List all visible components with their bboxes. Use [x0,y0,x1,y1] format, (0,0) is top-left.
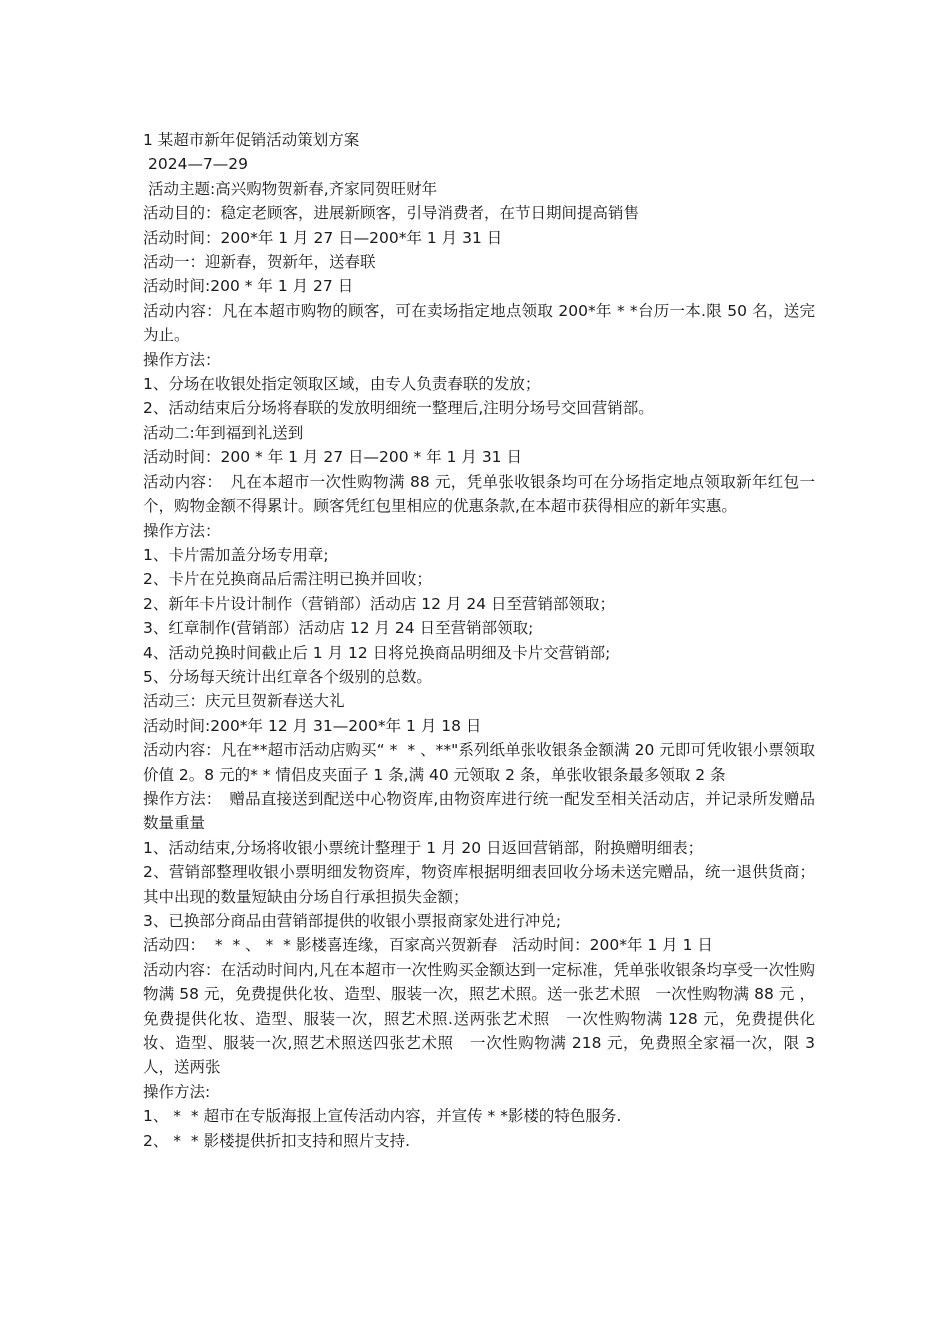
activity-theme: 活动主题:高兴购物贺新春,齐家同贺旺财年 [148,179,438,198]
activity-3-method: 操作方法： 赠品直接送到配送中心物资库,由物资库进行统一配发至相关活动店，并记录所发赠品数量重量 [143,789,815,833]
activity-2-method-item: 2、卡片在兑换商品后需注明已换并回收； [143,570,432,589]
activity-3-time: 活动时间:200*年 12 月 31—200*年 1 月 18 日 [143,716,482,735]
activity-2-content: 活动内容： 凡在本超市一次性购物满 88 元，凭单张收银条均可在分场指定地点领取新年红包一个，购物金额不得累计。顾客凭红包里相应的优惠条款,在本超市获得相应的新年实惠。 [143,472,815,516]
activity-2-method-item: 2、新年卡片设计制作（营销部）活动店 12 月 24 日至营销部领取； [143,594,616,613]
activity-2-method-item: 5、分场每天统计出红章各个级别的总数。 [143,667,432,686]
activity-1-content: 活动内容：凡在本超市购物的顾客，可在卖场指定地点领取 200*年 * *台历一本.限 50 名，送完为止。 [143,301,815,345]
activity-period: 活动时间：200*年 1 月 27 日—200*年 1 月 31 日 [143,228,503,247]
activity-3-content: 活动内容：凡在**超市活动店购买“ * * 、**"系列纸单张收银条金额满 20 元即可凭收银小票领取价值 2。8 元的* * 情侣皮夹面子 1 条,满 40 元领取 2 条，单张收银条最多领取 2 条 [143,741,815,784]
activity-1-method-item: 1、分场在收银处指定领取区域，由专人负责春联的发放； [143,375,541,394]
activity-4-method-heading: 操作方法: [143,1082,211,1101]
document-body [143,128,820,1153]
activity-2-method-item: 1、卡片需加盖分场专用章; [143,545,329,564]
activity-1-method-heading: 操作方法： [143,350,221,369]
activity-1-heading: 活动一：迎新春，贺新年，送春联 [143,253,376,272]
activity-4-content: 活动内容：在活动时间内,凡在本超市一次性购买金额达到一定标准，凭单张收银条均享受一次性购物满 58 元，免费提供化妆、造型、服装一次，照艺术照。送一张艺术照 一次性购物满 88 元 ，免费提供化妆、造型、服装一次，照艺术照.送两张艺术照 一次性购物满 128 元，免费提供化妆、造型、服装一次,照艺术照送四张艺术照 一次性购物满 218 元，免费照全家福一次，限 3 人，送两张 [143,960,820,1077]
document-date: 2024—7—29 [148,155,249,174]
activity-3-heading: 活动三：庆元旦贺新春送大礼 [143,692,345,711]
activity-2-method-item: 3、红章制作(营销部）活动店 12 月 24 日至营销部领取; [143,619,534,638]
activity-2-time: 活动时间：200 * 年 1 月 27 日—200 * 年 1 月 31 日 [143,448,522,467]
activity-purpose: 活动目的：稳定老顾客，进展新顾客，引导消费者，在节日期间提高销售 [143,204,640,223]
activity-2-heading: 活动二:年到福到礼送到 [143,423,304,442]
activity-3-method-item: 3、已换部分商品由营销部提供的收银小票报商家处进行冲兑; [143,912,562,930]
document-title: 1 某超市新年促销活动策划方案 [143,131,360,149]
activity-3-method-item: 1、活动结束,分场将收银小票统计整理于 1 月 20 日返回营销部，附换赠明细表； [143,838,704,857]
activity-1-time: 活动时间:200 * 年 1 月 27 日 [143,277,354,296]
activity-4-method-item: 2、 * * 影楼提供折扣支持和照片支持. [143,1131,410,1150]
activity-2-method-item: 4、活动兑换时间截止后 1 月 12 日将兑换商品明细及卡片交营销部; [143,643,611,662]
activity-4-heading: 活动四： * * 、 * * 影楼喜连缘，百家高兴贺新春 活动时间：200*年 1 月 1 日 [143,936,713,955]
activity-1-method-item: 2、活动结束后分场将春联的发放明细统一整理后,注明分场号交回营销部。 [143,399,654,418]
activity-4-method-item: 1、 * * 超市在专版海报上宣传活动内容，并宣传 * *影楼的特色服务. [143,1107,622,1126]
activity-2-method-heading: 操作方法： [143,521,221,540]
activity-3-method-item: 2、营销部整理收银小票明细发物资库，物资库根据明细表回收分场未送完赠品，统一退供货商；其中出现的数量短缺由分场自行承担损失金额； [143,863,815,906]
